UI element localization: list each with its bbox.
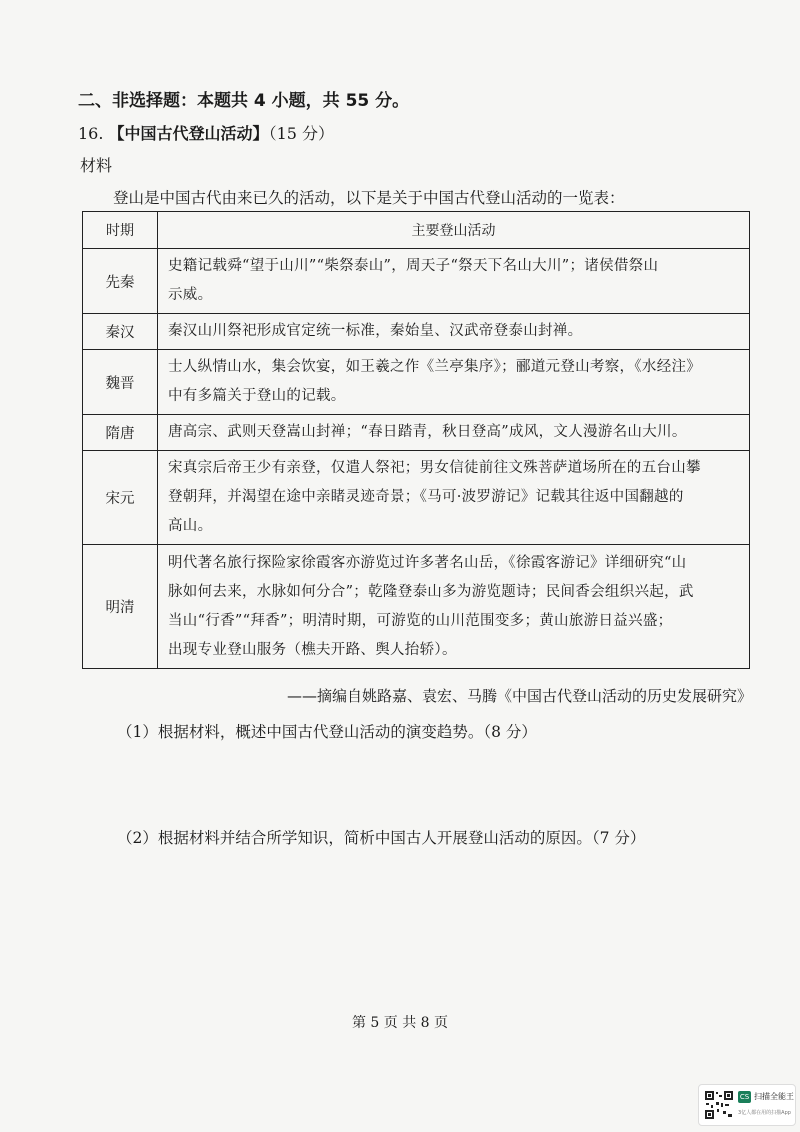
scanner-slogan: 3亿人都在用的扫描App [738, 1110, 791, 1116]
activity-line: 登朝拜，并渴望在途中亲睹灵迹奇景；《马可·波罗游记》记载其往返中国翻越的 [168, 489, 684, 505]
activity-line: 当山“行香”“拜香”；明清时期，可游览的山川范围变多；黄山旅游日益兴盛； [168, 612, 673, 629]
activity-line: 唐高宗、武则天登嵩山封禅；“春日踏青，秋日登高”成风，文人漫游名山大川。 [168, 424, 687, 440]
activity-line: 脉如何去来，水脉如何分合”；乾隆登泰山多为游览题诗；民间香会组织兴起，武 [168, 583, 694, 600]
scanner-app-name: 扫描全能王 [754, 1092, 794, 1101]
activities-table [82, 211, 750, 669]
qr-code-icon [704, 1090, 734, 1120]
sub-question-1: （1）根据材料，概述中国古代登山活动的演变趋势。（8 分） [117, 723, 537, 741]
question-topic: 【中国古代登山活动】 [108, 124, 269, 143]
activity-line: 中有多篇关于登山的记载。 [168, 388, 346, 404]
table-row [83, 350, 750, 415]
period-cell: 宋元 [83, 451, 158, 545]
table-row [83, 451, 750, 545]
header-period: 时期 [83, 212, 158, 249]
activity-line: 出现专业登山服务（樵夫开路、舆人抬轿）。 [168, 641, 457, 658]
activity-line: 秦汉山川祭祀形成官定统一标准，秦始皇、汉武帝登泰山封禅。 [168, 323, 583, 339]
activity-cell [158, 350, 750, 415]
period-cell: 秦汉 [83, 314, 158, 350]
camscanner-logo: CS [739, 1093, 750, 1101]
activity-cell [158, 314, 750, 350]
period-cell: 先秦 [83, 249, 158, 314]
period-cell: 魏晋 [83, 350, 158, 415]
question-number: 16. [78, 124, 104, 143]
table-row [83, 314, 750, 350]
section-title: 二、非选择题：本题共 4 小题，共 55 分。 [78, 91, 410, 111]
activity-line: 宋真宗后帝王少有亲登，仅遣人祭祀；男女信徒前往文殊菩萨道场所在的五台山攀 [168, 460, 701, 476]
material-intro: 登山是中国古代由来已久的活动，以下是关于中国古代登山活动的一览表： [113, 189, 625, 207]
material-label: 材料 [80, 156, 113, 175]
table-header-row [83, 212, 750, 249]
activity-line: 示威。 [168, 287, 213, 303]
scanner-watermark [698, 1084, 796, 1126]
activity-line: 高山。 [168, 518, 213, 534]
activity-cell [158, 249, 750, 314]
page-footer: 第 5 页 共 8 页 [351, 1015, 449, 1031]
table-row [83, 415, 750, 451]
period-cell: 明清 [83, 545, 158, 669]
period-cell: 隋唐 [83, 415, 158, 451]
question-title [78, 121, 334, 144]
table-row [83, 249, 750, 314]
activity-cell [158, 451, 750, 545]
activity-cell [158, 415, 750, 451]
activity-line: 史籍记载舜“望于山川”“柴祭泰山”，周天子“祭天下名山大川”；诸侯借祭山 [168, 258, 659, 274]
activity-line: 士人纵情山水，集会饮宴，如王羲之作《兰亭集序》；郦道元登山考察，《水经注》 [168, 359, 702, 375]
sub-question-2: （2）根据材料并结合所学知识，简析中国古人开展登山活动的原因。（7 分） [117, 829, 646, 847]
table-row [83, 545, 750, 669]
activity-cell [158, 545, 750, 669]
activity-line: 明代著名旅行探险家徐霞客亦游览过许多著名山岳，《徐霞客游记》详细研究“山 [168, 554, 687, 571]
header-activities: 主要登山活动 [158, 212, 750, 249]
question-score: （15 分） [268, 124, 335, 143]
material-source: ——摘编自姚路嘉、袁宏、马腾《中国古代登山活动的历史发展研究》 [286, 687, 752, 705]
